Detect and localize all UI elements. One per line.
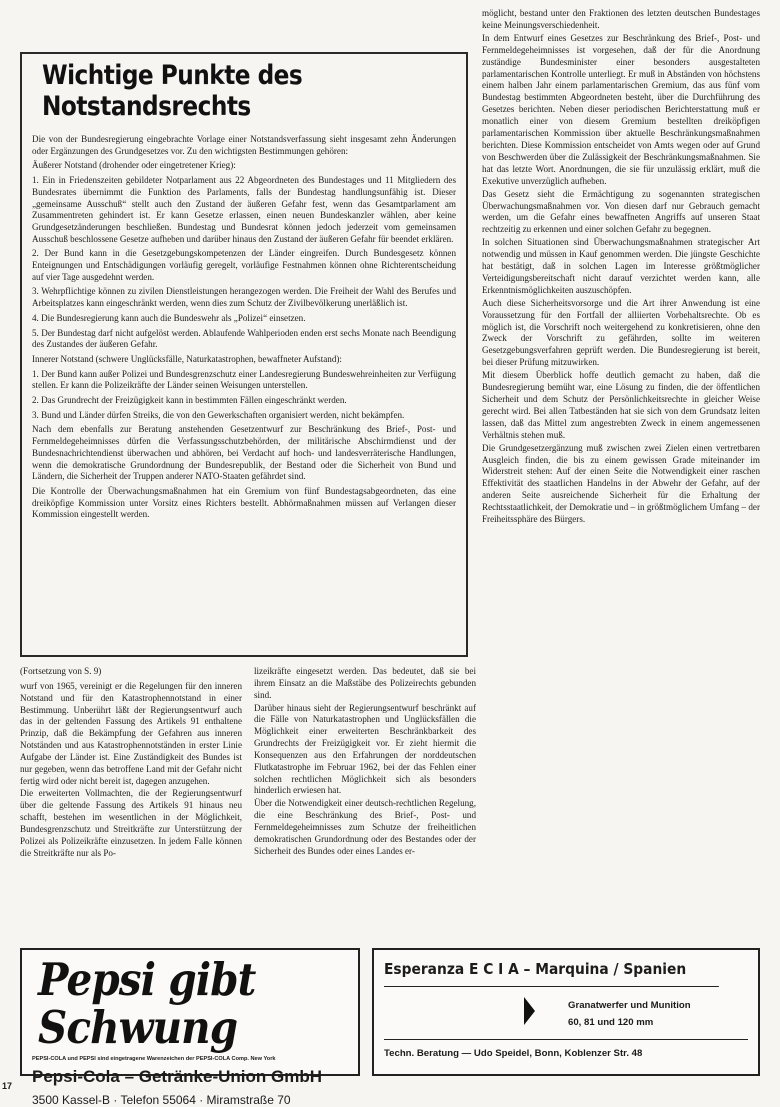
- esperanza-body: [384, 987, 748, 1039]
- continued-note: (Fortsetzung von S. 9): [20, 666, 102, 676]
- pepsi-advertisement: [20, 948, 360, 1107]
- column-paragraph: In dem Entwurf eines Gesetzes zur Beschränkung des Brief-, Post- und Fernmeldegeheimnisses ist vorgesehen, daß der für die Anordnung zuständige Bundesminister einer besonders ausgestalteten parlamentarischen Kontrolle unterliegt. Er muß in Abständen von höchstens einem halben Jahr einem parlamentarischen Gremium, das aus fünf vom Bundestag bestimmten Abgeordneten besteht, über die Durchführung des Gesetzes berichten. Neben dieser periodischen Berichterstattung muß er monatlich einer von diesem Gremium bestellten dreiköpfigen parlamentarischen Kommission über aktuelle Beschränkungsmaßnahmen berichten. Diese Kommission entscheidet von Amts wegen oder auf Grund von Beschwerden über die Zulässigkeit der Beschränkungsmaßnahmen. Sie hat das letzte Wort. Anordnungen, die sie für unzulässig erklärt, muß die Exekutive unverzüglich aufheben.: [482, 32, 760, 186]
- product-line: 60, 81 und 120 mm: [568, 1017, 654, 1028]
- column-paragraph: Das Gesetz sieht die Ermächtigung zu sogenannten strategischen Überwachungsmaßnahmen vor. Von diesen darf nur Gebrauch gemacht werden, um die Gefahr eines bewaffneten Angriffs auf unseren Staat rechtzeitig zu erkennen und einer solchen Gefahr zu begegnen.: [482, 188, 760, 235]
- bottom-left-column: [20, 666, 242, 861]
- right-column: [482, 8, 760, 527]
- box-paragraph: 3. Bund und Länder dürfen Streiks, die von den Gewerkschaften organisiert werden, nicht bekämpfen.: [32, 409, 405, 420]
- box-paragraph: 1. Der Bund kann außer Polizei und Bundesgrenzschutz einer Landesregierung Bundeswehreinheiten zur Verfügung stellen. Er kann die Polizeikräfte der Länder seinen Weisungen unterstellen.: [32, 368, 456, 391]
- column-paragraph: Über die Notwendigkeit einer deutsch-rechtlichen Regelung, die eine Beschränkung des Brief-, Post- und Fernmeldegeheimnisses zum Schutze der freiheitlichen demokratischen Grundordnung oder des Bestandes oder der Sicherheit des Bundes oder eines Landes er-: [254, 798, 476, 856]
- column-paragraph: Mit diesem Überblick hoffe deutlich gemacht zu haben, daß die Bundesregierung bemüht war, eine Lösung zu finden, die der öffentlichen Sicherheit und dem Schutz der Persönlichkeitsrechte in gleicher Weise gerecht wird. Bei allen Tatbeständen hat sie sich von dem Grundsatz leiten lassen, daß das Mittel zum angestrebten Zweck in einem angemessenen Verhältnis stehen muß.: [482, 370, 760, 440]
- box-title: Wichtige Punkte des Notstandsrechts: [42, 60, 303, 122]
- box-paragraph: Die von der Bundesregierung eingebrachte Vorlage einer Notstandsverfassung sieht insgesamt zehn Änderungen oder Ergänzungen des Grundgesetzes vor. Zu den wichtigsten Bestimmungen gehören:: [32, 134, 456, 156]
- trademark-note: PEPSI-COLA und PEPSI sind eingetragene Warenzeichen der PEPSI-COLA Comp. New York: [32, 1056, 276, 1062]
- box-paragraph: 2. Der Bund kann in die Gesetzgebungskompetenzen der Länder eingreifen. Durch Bundesgesetz können Enteignungen und Entschädigungen vorläufig geregelt, vorläufige Festnahmen können ohne Richterentscheidung auf vier Tage ausgedehnt werden.: [32, 248, 456, 282]
- box-paragraph: 4. Die Bundesregierung kann auch die Bundeswehr als „Polizei“ einsetzen.: [32, 312, 306, 323]
- notstand-box: [20, 52, 468, 657]
- box-paragraph: 5. Der Bundestag darf nicht aufgelöst werden. Ablaufende Wahlperioden enden erst sechs Monate nach Beendigung des Zustandes der äußeren Gefahr.: [32, 327, 456, 350]
- column-paragraph: lizeikräfte eingesetzt werden. Das bedeutet, daß sie bei ihrem Einsatz an die Maßstäbe des Polizeirechts gebunden sind.: [254, 666, 476, 700]
- triangle-icon: [524, 997, 535, 1025]
- box-paragraph: Die Kontrolle der Überwachungsmaßnahmen hat ein Gremium von fünf Bundestagsabgeordneten, das eine dreiköpfige Kommission unter Vorsitz eines Richters bestellt. Abhörmaßnahmen müssen auf Verlangen dieser Kommission eingestellt werden.: [32, 485, 456, 520]
- column-paragraph: Darüber hinaus sieht der Regierungsentwurf beschränkt auf die Fälle von Naturkatastrophen und Unglücksfällen die Möglichkeit einer erweiterten Beschränkbarkeit des Grundrechts der Freizügigkeit vor. Er zieht hiermit die Konsequenzen aus den Erfahrungen der norddeutschen Flutkatastrophe im Februar 1962, bei der das Fehlen einer solchen rechtlichen Möglichkeit sich als besonders hinderlich erwiesen hat.: [254, 702, 476, 796]
- page-number: 17: [2, 1081, 13, 1091]
- box-paragraph: Äußerer Notstand (drohender oder eingetretener Krieg):: [32, 160, 236, 171]
- esperanza-headline: Esperanza E C I A – Marquina / Spanien: [384, 954, 719, 987]
- box-paragraph: 2. Das Grundrecht der Freizügigkeit kann in bestimmten Fällen eingeschränkt werden.: [32, 395, 347, 406]
- pepsi-logo: Pepsi gibt Schwung: [38, 953, 256, 1054]
- company-address: 3500 Kassel-B · Telefon 55064 · Miramstraße 70: [32, 1093, 291, 1107]
- box-paragraph: 1. Ein in Friedenszeiten gebildeter Notparlament aus 22 Abgeordneten des Bundestages und 11 Mitgliedern des Bundesrates übernimmt die Funktion des Parlaments, falls der Bundestag handlungsunfähig ist. Dieser „gemeinsame Ausschuß“ stellt auch den Zustand der äußeren Gefahr fest, wenn das Gesamtparlament am Zusammentreten gehindert ist. Er kann Gesetze erlassen, einen neuen Bundeskanzler wählen, aber keine Grundgesetzänderungen beschließen. Bundestag und Bundesrat können jedoch jederzeit vom gemeinsamen Ausschuß beschlossene Gesetze aufheben und darüber hinaus den Zustand der äußeren Gefahr für beendet erklären.: [32, 175, 456, 244]
- column-paragraph: In solchen Situationen sind Überwachungsmaßnahmen strategischer Art notwendig und müssen in Kauf genommen werden. Die jüngste Geschichte hat bestätigt, daß in solchen Lagen im Interesse größtmöglicher Verteidigungsbereitschaft nicht darauf verzichtet werden kann, alle Erkenntnismöglichkeiten auszuschöpfen.: [482, 237, 760, 295]
- column-paragraph: möglicht, bestand unter den Fraktionen des letzten deutschen Bundestages keine Meinungsverschiedenheit.: [482, 8, 760, 30]
- box-paragraph: Innerer Notstand (schwere Unglücksfälle, Naturkatastrophen, bewaffneter Aufstand):: [32, 353, 342, 364]
- column-paragraph: Auch diese Sicherheitsvorsorge und die Art ihrer Anwendung ist eine Voraussetzung für den Fortfall der alliierten Vorbehaltsrechte. Ob es möglich ist, die Vorschrift noch weitergehend zu konkretisieren, ohne den Zweck der Vorschrift zu gefährden, sollte im weiteren Gesetzgebungsverfahren geprüft werden. Die Bundesregierung ist bereit, bei dieser Prüfung mitzuwirken.: [482, 297, 760, 368]
- box-paragraph: 3. Wehrpflichtige können zu zivilen Dienstleistungen herangezogen werden. Die Freiheit der Wahl des Berufes und Arbeitsplatzes kann eingeschränkt werden, wenn dies zum Schutz der Zivilbevölkerung unerläßlich ist.: [32, 286, 456, 309]
- column-paragraph: Die erweiterten Vollmachten, die der Regierungsentwurf über die geltende Fassung des Artikels 91 hinaus neu schafft, bestehen im wesentlichen in der Möglichkeit, Bundesgrenzschutz und Streitkräfte zur Unterstützung der Polizei als Polizeikräfte einzusetzen. In jedem Falle können die Streitkräfte nur als Po-: [20, 788, 242, 858]
- esperanza-product-lines: [568, 997, 691, 1031]
- column-paragraph: wurf von 1965, vereinigt er die Regelungen für den inneren Notstand und für den Katastrophennotstand in einer Bestimmung. Unberührt läßt der Regierungsentwurf auch das in der geltenden Fassung des Artikels 91 enthaltene Prinzip, daß die Bekämpfung der Gefahren aus inneren Notständen und aus Katastrophennotständen in erster Linie Aufgabe der Länder ist. Eine Zuständigkeit des Bundes ist nur gegeben, wenn das betroffene Land mit der Gefahr nicht fertig wird oder nicht bereit ist, dagegen anzugehen.: [20, 680, 242, 786]
- company-name: Pepsi-Cola – Getränke-Union GmbH: [32, 1067, 322, 1086]
- esperanza-contact: Techn. Beratung — Udo Speidel, Bonn, Koblenzer Str. 48: [384, 1039, 748, 1059]
- esperanza-advertisement: [372, 948, 760, 1076]
- bottom-middle-column: [254, 666, 476, 859]
- box-paragraph: Nach dem ebenfalls zur Beratung anstehenden Gesetzentwurf zur Beschränkung des Brief-, Post- und Fernmeldegeheimnisses dürfen die Verfassungsschutzbehörden, der militärische Abschirmdienst und der Bundesnachrichtendienst überwachen und abhören, bei Verdacht auf hoch- und landesverräterische Handlungen, wenn die demokratische Grundordnung der Bundesrepublik, der Bestand oder die Sicherheit von Bund und Ländern, die Sicherheit der Truppen anderer NATO-Staaten gefährdet sind.: [32, 424, 456, 482]
- product-line: Granatwerfer und Munition: [568, 1000, 691, 1011]
- column-paragraph: Die Grundgesetzergänzung muß zwischen zwei Zielen einen vertretbaren Ausgleich finden, die bis zu einem gewissen Grade miteinander im Widerstreit stehen: Auf der einen Seite die Notwendigkeit einer raschen Effektivität des staatlichen Handelns in der Abwehr der Gefahr, auf der anderen Seite ausreichende Sicherheit für die Erhaltung der Rechtsstaatlichkeit, der Demokratie und – in größtmöglichem Umfang – der Freiheitssphäre des Bürgers.: [482, 442, 760, 525]
